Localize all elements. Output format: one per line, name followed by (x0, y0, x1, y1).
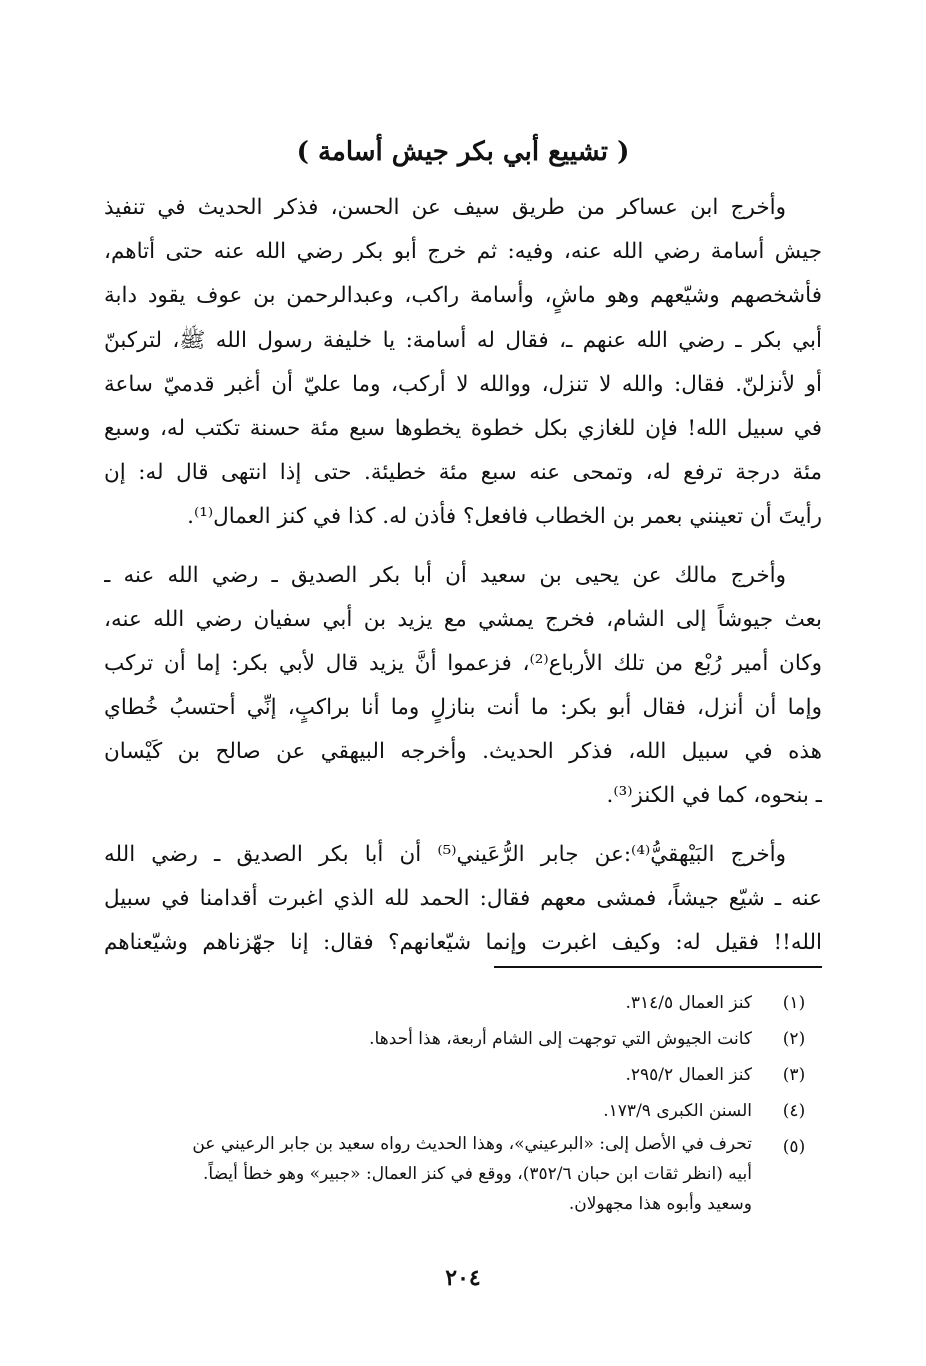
text-line: وأخرج البَيْهقيُّ⁽⁴⁾:عن جابر الرُّعَيني⁽⁵⁾ أن أبا بكر الصديق ـ رضي الله (104, 841, 786, 867)
footnote-number: (٢) (782, 1029, 806, 1049)
text-line: وأخرج ابن عساكر من طريق سيف عن الحسن، فذكر الحديث في تنفيذ (104, 195, 786, 220)
text-line: وإما أن أنزل، فقال أبو بكر: ما أنت بنازلٍ وما أنا براكبٍ، إنِّي أحتسبُ خُطاي (104, 695, 822, 721)
footnotes (104, 985, 822, 1219)
text-line: بعث جيوشاً إلى الشام، فخرج يمشي مع يزيد بن أبي سفيان رضي الله عنه، (104, 606, 822, 632)
text-line: رأيتَ أن تعينني بعمر بن الخطاب فافعل؟ فأذن له. كذا في كنز العمال⁽¹⁾. (187, 504, 822, 530)
footnote-number: (٥) (782, 1137, 806, 1157)
footnote-text: تحرف في الأصل إلى: «البرعيني»، وهذا الحديث رواه سعيد بن جابر الرعيني عن (192, 1134, 752, 1154)
paragraph-3 (104, 833, 822, 966)
footnote-3 (104, 1057, 822, 1093)
footnote-text: وسعيد وأبوه هذا مجهولان. (568, 1194, 752, 1214)
section-title: ( تشييع أبي بكر جيش أسامة ) (296, 137, 630, 167)
footnote-5 (104, 1129, 822, 1219)
text-line: عنه ـ شيّع جيشاً، فمشى معهم فقال: الحمد لله الذي اغبرت أقدامنا في سبيل (104, 885, 822, 911)
text-line: فأشخصهم وشيّعهم وهو ماشٍ، وأسامة راكب، وعبدالرحمن بن عوف يقود دابة (104, 283, 822, 309)
footnote-4 (104, 1093, 822, 1129)
footnote-number: (٣) (782, 1065, 806, 1085)
footnote-text: كنز العمال ٣١٤/٥. (625, 993, 752, 1013)
paragraph-1 (104, 186, 822, 540)
text-line: في سبيل الله! فإن للغازي بكل خطوة يخطوها سبع مئة حسنة تكتب له، وسبع (104, 415, 822, 441)
footnote-number: (١) (782, 993, 806, 1013)
text-line: الله!! فقيل له: وكيف اغبرت وإنما شيّعانهم؟ فقال: إنا جهّزناهم وشيّعناهم (104, 930, 822, 955)
footnote-text: كنز العمال ٢٩٥/٢. (625, 1065, 752, 1085)
text-line: وأخرج مالك عن يحيى بن سعيد أن أبا بكر الصديق ـ رضي الله عنه ـ (104, 562, 786, 588)
text-line: وكان أمير رُبْع من تلك الأرباع⁽²⁾، فزعموا أنَّ يزيد قال لأبي بكر: إما أن تركب (104, 650, 822, 676)
text-line: مئة درجة ترفع له، وتمحى عنه سبع مئة خطيئة. حتى إذا انتهى قال له: إن (104, 460, 822, 486)
paragraph-2 (104, 554, 822, 819)
footnote-text: أبيه (انظر ثقات ابن حبان ٣٥٢/٦)، ووقع في كنز العمال: «جبير» وهو خطأ أيضاً. (203, 1164, 752, 1184)
footnote-divider (494, 966, 822, 968)
text-line: ـ بنحوه، كما في الكنز⁽³⁾. (606, 783, 822, 809)
text-line: هذه في سبيل الله، فذكر الحديث. وأخرجه البيهقي عن صالح بن كَيْسان (104, 739, 822, 765)
text-line: جيش أسامة رضي الله عنه، وفيه: ثم خرج أبو بكر رضي الله عنه حتى أتاهم، (104, 239, 822, 265)
footnote-text: السنن الكبرى ١٧٣/٩. (603, 1101, 752, 1121)
page-number: ٢٠٤ (445, 1265, 481, 1291)
footnote-2 (104, 1021, 822, 1057)
footnote-1 (104, 985, 822, 1021)
text-line: أبي بكر ـ رضي الله عنهم ـ، فقال له أسامة: يا خليفة رسول الله ﷺ، لتركبنّ (104, 327, 822, 353)
footnote-text: كانت الجيوش التي توجهت إلى الشام أربعة، هذا أحدها. (369, 1029, 752, 1049)
footnote-number: (٤) (782, 1101, 806, 1121)
main-text (104, 186, 822, 979)
text-line: أو لأنزلنّ. فقال: والله لا تنزل، ووالله لا أركب، وما عليّ أن أغبر قدميّ ساعة (104, 371, 822, 397)
